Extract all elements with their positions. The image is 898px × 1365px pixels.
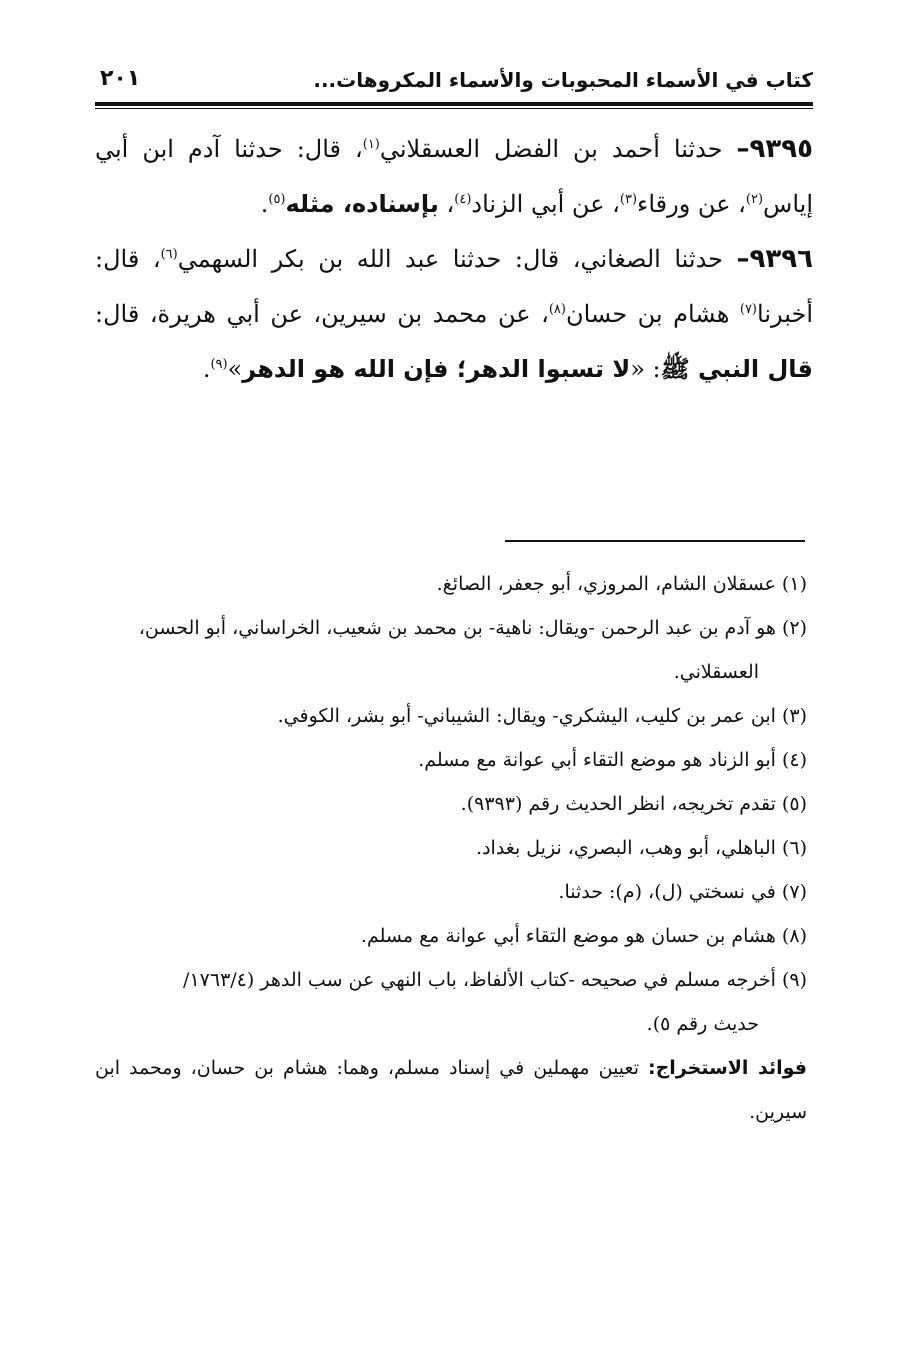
footnote-continuation: العسقلاني. [673, 661, 759, 683]
footnote-ref: (١) [362, 137, 380, 152]
footnote: (٢) هو آدم بن عبد الرحمن -ويقال: ناهية- بن محمد بن شعيب، الخراساني، أبو الحسن، [138, 617, 807, 639]
hadith-text: هشام بن حسان [565, 300, 740, 328]
hadith-text: ، عن أبي الزناد [471, 190, 620, 218]
footnote: (٦) الباهلي، أبو وهب، البصري، نزيل بغداد. [476, 837, 807, 859]
benefits-text: تعيين مهملين في إسناد مسلم، وهما: هشام بن حسان، ومحمد ابن سيرين. [95, 1057, 807, 1123]
hadith-text: » [227, 355, 243, 383]
hadith-text: . [260, 190, 269, 218]
footnote: (٩) أخرجه مسلم في صحيحه -كتاب الألفاظ، باب النهي عن سب الدهر (١٧٦٣/٤/ [183, 969, 807, 991]
running-title: كتاب في الأسماء المحبوبات والأسماء المكروهات... [313, 68, 813, 92]
hadith-text: ، قال: حدثنا آدم ابن أبي إياس [95, 135, 813, 218]
hadith-bold-text: بإسناده، مثله [285, 190, 439, 218]
footnote-ref: (٣) [619, 192, 638, 207]
footnote-ref: (٩) [210, 357, 228, 372]
hadith-text: حدثنا أحمد بن الفضل العسقلاني [379, 135, 737, 163]
hadith-text: . [202, 355, 211, 383]
footnote-separator [505, 540, 805, 542]
footnotes [95, 562, 807, 1134]
header-rule [95, 102, 813, 106]
running-header [95, 62, 813, 102]
hadith-9395 [95, 122, 813, 232]
footnote-ref: (٧) [739, 302, 757, 317]
hadith-text: ، عن محمد بن سيرين، عن أبي هريرة، قال: [95, 300, 549, 328]
footnote: (١) عسقلان الشام، المروزي، أبو جعفر، الصائغ. [436, 573, 807, 595]
hadith-number: ٩٣٩٥– [736, 134, 813, 164]
footnote: (٨) هشام بن حسان هو موضع التقاء أبي عوانة مع مسلم. [360, 925, 807, 947]
hadith-9396 [95, 232, 813, 397]
main-text [95, 122, 813, 397]
hadith-text: ، عن ورقاء [637, 190, 746, 218]
header-rule-thin [95, 108, 813, 109]
benefits-label: فوائد الاستخراج: [648, 1057, 807, 1079]
hadith-matn: لا تسبوا الدهر؛ فإن الله هو الدهر [242, 355, 631, 383]
hadith-text: ، قال: أخبرنا [95, 245, 813, 328]
footnote: (٤) أبو الزناد هو موضع التقاء أبي عوانة مع مسلم. [418, 749, 807, 771]
footnote: (٧) في نسختي (ل)، (م): حدثنا. [558, 881, 807, 903]
extraction-benefits [95, 1046, 807, 1134]
footnote-ref: (٦) [160, 247, 178, 262]
footnote: (٥) تقدم تخريجه، انظر الحديث رقم (٩٣٩٣). [460, 793, 807, 815]
footnote-ref: (٢) [745, 192, 764, 207]
footnote-ref: (٨) [548, 302, 566, 317]
hadith-text: : « [630, 355, 661, 383]
hadith-bold-text: قال النبي ﷺ [660, 355, 813, 383]
hadith-number: ٩٣٩٦– [736, 244, 814, 274]
footnote-ref: (٥) [268, 192, 286, 207]
footnote: (٣) ابن عمر بن كليب، اليشكري- ويقال: الشيباني- أبو بشر، الكوفي. [277, 705, 807, 727]
hadith-text: حدثنا الصغاني، قال: حدثنا عبد الله بن بكر السهمي [177, 245, 737, 273]
footnote-continuation: حديث رقم ٥). [646, 1013, 759, 1035]
hadith-text: ، [438, 190, 455, 218]
footnote-ref: (٤) [454, 192, 472, 207]
page-number: ٢٠١ [100, 66, 141, 91]
